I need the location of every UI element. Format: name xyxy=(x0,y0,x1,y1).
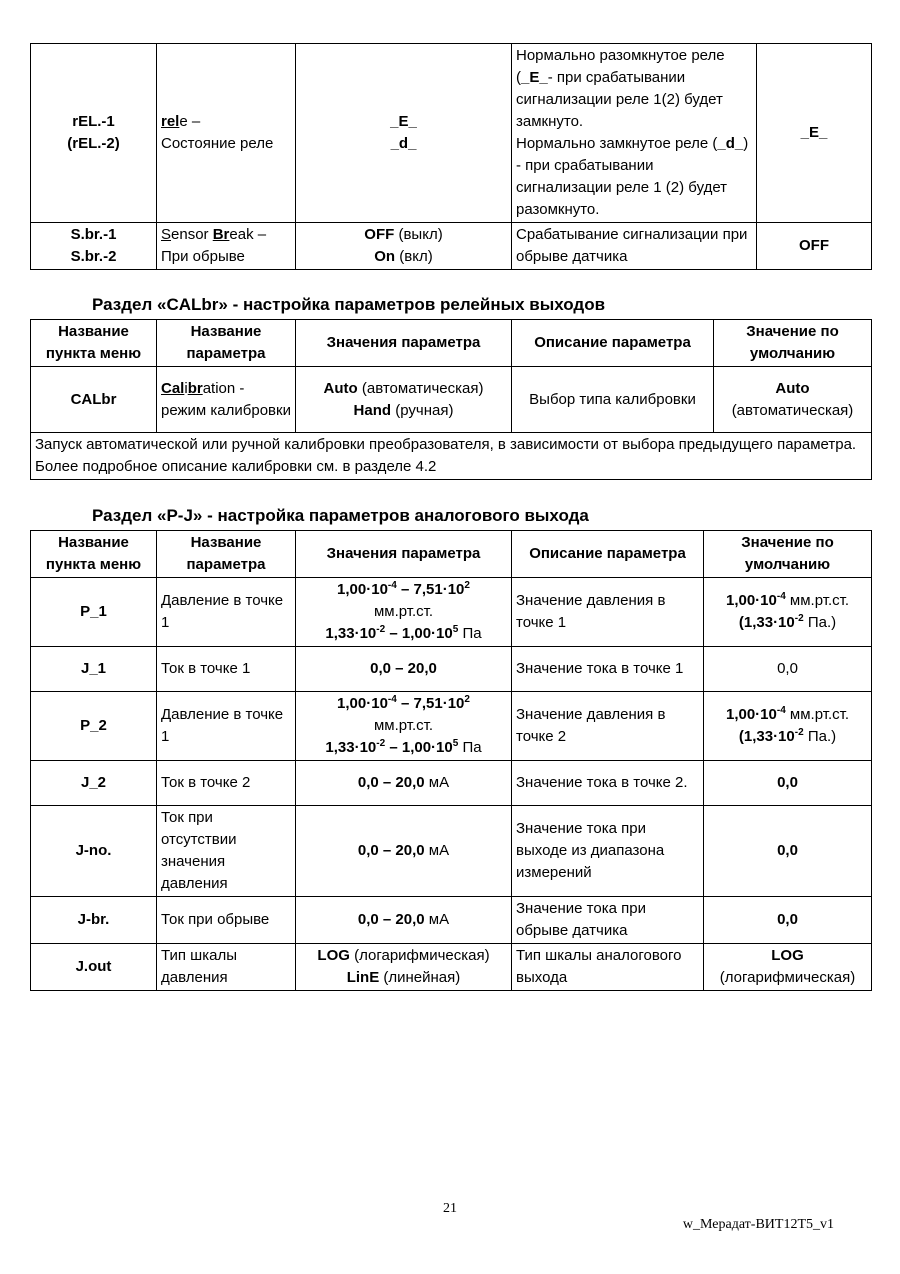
description-text: Нормально замкнутое реле ( xyxy=(516,135,718,152)
default-value-line: $1,00\cdot 10^{-4}$ мм.рт.ст. xyxy=(725,591,849,609)
param-name-cell: Давление в точке 1 xyxy=(157,692,296,761)
default-value-line: $1,00\cdot 10^{-4}$ мм.рт.ст. xyxy=(725,705,849,723)
value-option: _d_ xyxy=(390,135,417,152)
param-name-cell xyxy=(157,44,296,223)
param-values-cell xyxy=(296,692,512,761)
table-row xyxy=(31,761,872,806)
description-text: - при срабатывании сигнализации реле 1(2) будет замкнуто. xyxy=(516,69,723,130)
value-text: (автоматическая) xyxy=(357,379,484,397)
param-values-cell xyxy=(296,578,512,647)
param-description-cell: Значение тока при выходе из диапазона измерений xyxy=(512,806,704,897)
default-value-cell xyxy=(704,944,872,991)
document-id: w_Мерадат-ВИТ12Т5_v1 xyxy=(682,1217,834,1232)
param-abbrev: S xyxy=(161,226,172,243)
param-name-text: При обрыве xyxy=(161,248,245,265)
table-row xyxy=(31,578,872,647)
description-text: ) - при срабатывании сигнализации реле 1 (2) будет разомкнуто. xyxy=(516,135,749,218)
value-option: _E_ xyxy=(390,113,417,130)
param-name-cell: Ток в точке 2 xyxy=(157,761,296,806)
param-name-cell xyxy=(157,367,296,433)
menu-item-code: (rEL.-2) xyxy=(67,135,120,152)
table-row xyxy=(31,944,872,991)
page-number: 21 xyxy=(443,1201,457,1216)
table-row xyxy=(31,806,872,897)
table-note-row xyxy=(31,433,872,480)
value-unit: мм.рт.ст. xyxy=(373,717,434,734)
param-values-cell: 0,0 – 20,0 xyxy=(296,647,512,692)
param-abbrev: rel xyxy=(161,113,180,130)
menu-item-code: P_1 xyxy=(31,578,157,647)
param-name-text: ation - режим калибровки xyxy=(161,379,291,419)
value-bold: OFF xyxy=(364,226,395,243)
column-header: Значения параметра xyxy=(296,531,512,578)
value-option xyxy=(300,400,507,422)
param-name-cell: Ток при обрыве xyxy=(157,897,296,944)
calbr-table xyxy=(30,319,872,480)
param-abbrev: Cal xyxy=(161,379,185,397)
param-description-cell: Значение давления в точке 2 xyxy=(512,692,704,761)
param-name-text: ensor xyxy=(171,226,213,243)
column-header: Описание параметра xyxy=(512,320,714,367)
value-range: $1,00\cdot 10^{-4} - 7,51\cdot 10^2$ xyxy=(337,580,470,598)
value-bold: Hand xyxy=(353,401,392,419)
menu-item-code: J-br. xyxy=(31,897,157,944)
menu-item-cell xyxy=(31,44,157,223)
table-row xyxy=(31,692,872,761)
default-value-cell xyxy=(704,578,872,647)
column-header: Название параметра xyxy=(157,320,296,367)
menu-item-code: CALbr xyxy=(31,367,157,433)
relay-table xyxy=(30,43,872,270)
default-value-cell: 0,0 xyxy=(704,761,872,806)
default-value-text: (логарифмическая) xyxy=(719,969,856,986)
menu-item-cell xyxy=(31,223,157,270)
calibration-note: Запуск автоматической или ручной калибровки преобразователя, в зависимости от выбора предыдущего параметра. Более подробное описание калибровки см. в разделе 4.2 xyxy=(31,433,872,480)
param-values-cell: 0,0 – 20,0 мА xyxy=(296,806,512,897)
table-header-row xyxy=(31,320,872,367)
param-name-cell xyxy=(157,223,296,270)
default-value-cell xyxy=(704,692,872,761)
default-value-cell: _E_ xyxy=(757,44,872,223)
table-row xyxy=(31,44,872,223)
table-row xyxy=(31,367,872,433)
param-values-cell: 0,0 – 20,0 мА xyxy=(296,761,512,806)
param-description-cell: Тип шкалы аналогового выхода xyxy=(512,944,704,991)
param-description-cell xyxy=(512,44,757,223)
param-name-cell: Ток при отсутствии значения давления xyxy=(157,806,296,897)
description-bold: _E_ xyxy=(521,69,548,86)
menu-item-code: S.br.-1 xyxy=(70,226,117,243)
default-value-cell: 0,0 xyxy=(704,806,872,897)
default-value-line: ($1,33\cdot 10^{-2}$ Па.) xyxy=(738,613,837,631)
param-description-cell: Значение тока при обрыве датчика xyxy=(512,897,704,944)
value-bold: Auto xyxy=(323,379,358,397)
column-header: Значения параметра xyxy=(296,320,512,367)
column-header: Значение по умолчанию xyxy=(714,320,872,367)
pj-table xyxy=(30,530,872,991)
value-range: $1,33\cdot 10^{-2} - 1,00\cdot 10^5$ Па xyxy=(325,738,482,756)
value-text: (выкл) xyxy=(394,226,443,243)
default-value-cell xyxy=(714,367,872,433)
value-option xyxy=(300,378,507,400)
param-description-cell: Значение тока в точке 2. xyxy=(512,761,704,806)
value-unit: мм.рт.ст. xyxy=(373,603,434,620)
param-values-cell: 0,0 – 20,0 мА xyxy=(296,897,512,944)
value-text: (ручная) xyxy=(391,401,454,419)
column-header: Значение по умолчанию xyxy=(704,531,872,578)
param-name-text: eak – xyxy=(229,226,267,243)
param-description-cell: Значение давления в точке 1 xyxy=(512,578,704,647)
column-header: Название параметра xyxy=(157,531,296,578)
menu-item-code: J_2 xyxy=(31,761,157,806)
column-header: Описание параметра xyxy=(512,531,704,578)
value-option xyxy=(300,224,507,246)
default-value-line: ($1,33\cdot 10^{-2}$ Па.) xyxy=(738,727,837,745)
param-name-cell: Ток в точке 1 xyxy=(157,647,296,692)
table-row xyxy=(31,647,872,692)
param-description-cell: Выбор типа калибровки xyxy=(512,367,714,433)
default-value-text: (автоматическая) xyxy=(731,401,854,419)
param-name-cell: Давление в точке 1 xyxy=(157,578,296,647)
menu-item-code: J-no. xyxy=(31,806,157,897)
param-description-cell: Срабатывание сигнализации при обрыве датчика xyxy=(512,223,757,270)
param-name-text: e – xyxy=(179,113,201,130)
value-option xyxy=(300,246,507,268)
default-value-bold: LOG xyxy=(771,947,804,964)
value-range: $1,33\cdot 10^{-2} - 1,00\cdot 10^5$ Па xyxy=(325,624,482,642)
param-values-cell xyxy=(296,367,512,433)
param-description-cell: Значение тока в точке 1 xyxy=(512,647,704,692)
default-value-cell: OFF xyxy=(757,223,872,270)
section-title: Раздел «P-J» - настройка параметров аналогового выхода xyxy=(92,506,589,525)
param-values-cell xyxy=(296,944,512,991)
param-name-cell: Тип шкалы давления xyxy=(157,944,296,991)
param-values-cell xyxy=(296,44,512,223)
param-abbrev: Br xyxy=(212,226,230,243)
table-row xyxy=(31,897,872,944)
column-header: Название пункта меню xyxy=(31,320,157,367)
value-bold: On xyxy=(374,248,396,265)
param-abbrev: br xyxy=(187,379,203,397)
param-name-text: i xyxy=(184,379,188,397)
value-text: (вкл) xyxy=(395,248,433,265)
value-option: LinE (линейная) xyxy=(346,969,461,986)
value-option: LOG (логарифмическая) xyxy=(317,947,490,964)
param-name-text: Состояние реле xyxy=(161,135,274,152)
description-text: Нормально разомкнутое реле ( xyxy=(516,47,725,86)
menu-item-code: rEL.-1 xyxy=(72,113,115,130)
description-bold: _d_ xyxy=(717,135,744,152)
default-value-cell: 0,0 xyxy=(704,647,872,692)
default-value-cell: 0,0 xyxy=(704,897,872,944)
table-row xyxy=(31,223,872,270)
column-header: Название пункта меню xyxy=(31,531,157,578)
default-value-bold: Auto xyxy=(775,379,810,397)
section-title: Раздел «CALbr» - настройка параметров релейных выходов xyxy=(92,295,606,314)
table-header-row xyxy=(31,531,872,578)
param-values-cell xyxy=(296,223,512,270)
menu-item-code: J.out xyxy=(31,944,157,991)
value-range: $1,00\cdot 10^{-4} - 7,51\cdot 10^2$ xyxy=(337,694,470,712)
menu-item-code: P_2 xyxy=(31,692,157,761)
menu-item-code: J_1 xyxy=(31,647,157,692)
menu-item-code: S.br.-2 xyxy=(70,248,117,265)
